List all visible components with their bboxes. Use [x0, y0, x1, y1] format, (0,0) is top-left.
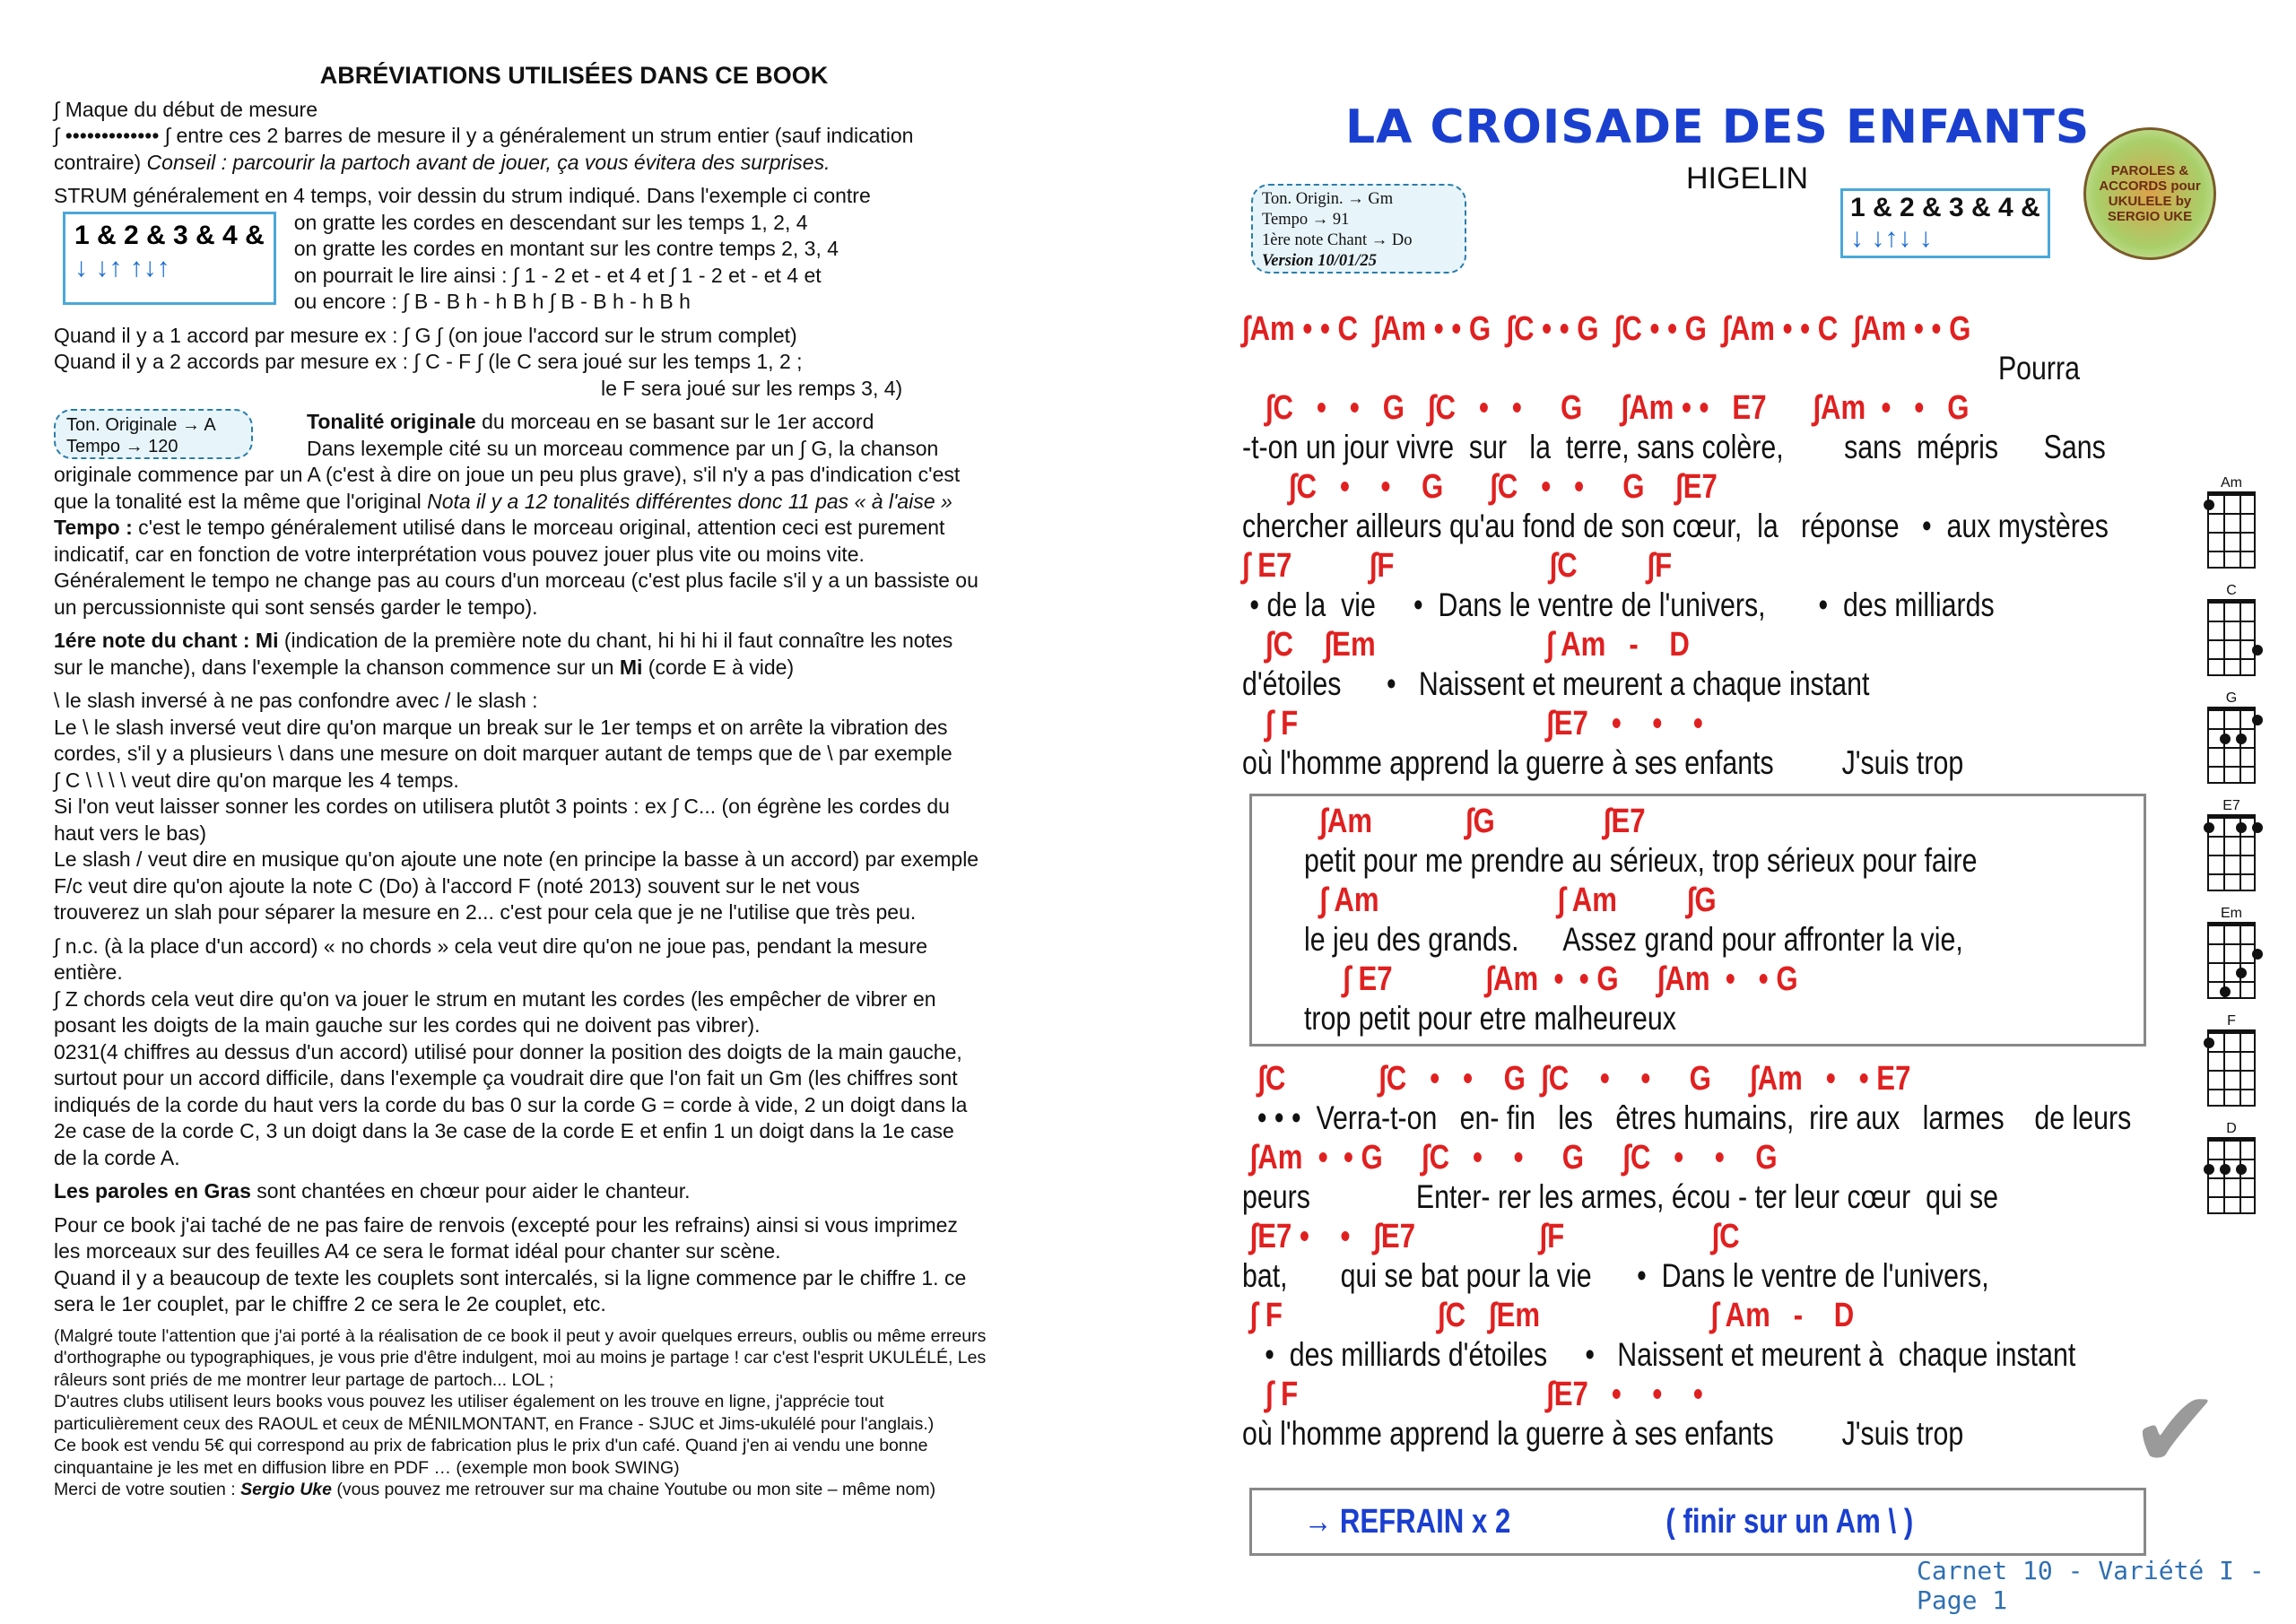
verse — [1242, 309, 2211, 783]
chord-line: ∫C ∫C • • G ∫C • • G ∫Am • • E7 — [1242, 1060, 1911, 1098]
chord-line: ∫E7 • • ∫E7 ∫F ∫C — [1242, 1218, 1740, 1255]
lyric-line: -t-on un jour vivre sur la terre, sans colère, sans mépris Sans — [1242, 429, 2106, 465]
refrain-instruction-box: → REFRAIN x 2 ( finir sur un Am \ ) — [1249, 1488, 2146, 1556]
abbreviations-page — [54, 63, 1085, 1508]
text-line: ou encore : ∫ B - B h - h B h ∫ B - B h - h B h — [293, 290, 691, 313]
bold-lyrics-section: Les paroles en Gras sont chantées en chœur pour aider le chanteur. — [54, 1179, 691, 1203]
lyric-line: d'étoiles • Naissent et meurent a chaque instant — [1242, 665, 1870, 702]
text-line: Quand il y a 1 accord par mesure ex : ∫ G ∫ (on joue l'accord sur le strum complet) — [54, 323, 797, 347]
verse — [1242, 1059, 2211, 1454]
chord-name: C — [2226, 583, 2237, 598]
chord-grid — [2207, 707, 2256, 784]
chord-line: ∫C • • G ∫C • • G ∫E7 — [1242, 468, 1718, 506]
chord-grid — [2207, 814, 2256, 891]
chord-diagram-am — [2195, 475, 2268, 569]
checkmark-icon: ✔ — [2130, 1370, 2221, 1490]
text-line: ∫ ••••••••••••• ∫ entre ces 2 barres de mesure il y a généralement un strum entier (sauf indication — [54, 124, 914, 147]
song-info-box: Ton. Origin. → Gm Tempo → 91 1ère note Chant → Do Version 10/01/25 — [1251, 184, 1466, 274]
tonality-section: Ton. Originale → A Tempo → 120 Tonalité originale du morceau en se basant sur le 1er accord Dans lexemple cité su un morceau commence par un ∫ G, la chanson originale commence par un A (c'est à dire on joue un peu plus grave), s'il n'y a pas d'indication c'est que la tonalité est la même que l'original Nota il y a 12 tonalités différentes donc 11 pas « à l'aise » Tempo : c'est le tempo généralement utilisé dans le morceau original, attention ceci est purement indicatif, car en fonction de votre interprétation vous pouvez jouer plus vite ou moins vite. Généralement le tempo ne change pas au cours d'un morceau (c'est plus facile s'il y a un bassiste ou un percussionniste qui sont sensés garder le tempo). — [54, 410, 978, 619]
song-artist: HIGELIN — [1686, 161, 1809, 195]
finger-dot — [2220, 986, 2231, 997]
finger-dot — [2252, 949, 2263, 960]
chord-diagram-d — [2195, 1121, 2268, 1214]
strum-diagram: 1 & 2 & 3 & 4 & ↓ ↓↑↓ ↓ — [1840, 188, 2050, 258]
chord-line: ∫ F ∫E7 • • • — [1242, 705, 1703, 743]
text-line: Quand il y a 2 accords par mesure ex : ∫ C - F ∫ (le C sera joué sur les temps 1, 2 ; — [54, 350, 803, 373]
lyric-line: le jeu des grands. Assez grand pour affronter la vie, — [1304, 921, 1963, 958]
lyric-line: • • • Verra-t-on en- fin les êtres humains, rire aux larmes de leurs — [1242, 1099, 2132, 1136]
chord-diagram-c — [2195, 583, 2268, 676]
nc-section: ∫ n.c. (à la place d'un accord) « no chords » cela veut dire qu'on ne joue pas, pendant la mesure entière. ∫ Z chords cela veut dire qu'on va jouer le strum en mutant les cordes (les empêcher de vibrer en posant les doigts de la main gauche sur les cordes qui ne doivent pas vibrer). 0231(4 chiffres au dessus d'un accord) utilisé pour donner la position des doigts de la main gauche, surtout pour un accord difficile, dans l'exemple ça voudrait dire que l'on fait un Gm (les chiffres sont indiqués de la corde du haut vers la corde du bas 0 sur la corde G = corde à vide, 2 un doigt dans la 2e case de la corde C, 3 un doigt dans la 3e case de la corde E et enfin 1 un doigt dans la 1e case de la corde A. — [54, 934, 968, 1169]
chord-line: ∫ E7 ∫F ∫C ∫F — [1242, 547, 1673, 585]
song-title: LA CROISADE DES ENFANTS — [1345, 100, 2091, 154]
strum-section — [54, 183, 1085, 316]
lyric-line: • de la vie • Dans le ventre de l'univers, • des milliards — [1242, 586, 1995, 623]
strum-arrows-icon: ↓ ↓↑↓ ↓ — [1850, 223, 1933, 253]
chord-diagram-e7 — [2195, 798, 2268, 891]
chord-diagram-em — [2195, 906, 2268, 999]
chord-name: E7 — [2222, 798, 2240, 813]
finger-dot — [2252, 645, 2263, 656]
lyric-line: bat, qui se bat pour la vie • Dans le ventre de l'univers, — [1242, 1257, 1989, 1294]
chord-line: ∫ E7 ∫Am • • G ∫Am • • G — [1304, 960, 1798, 998]
text-line: on gratte les cordes en montant sur les contre temps 2, 3, 4 — [293, 237, 839, 260]
lyric-line: où l'homme apprend la guerre à ses enfants J'suis trop — [1242, 1415, 1964, 1452]
finger-dot — [2236, 822, 2247, 833]
finger-dot — [2252, 715, 2263, 725]
chord-diagram-g — [2195, 690, 2268, 784]
refrain-box — [1249, 794, 2146, 1046]
finger-dot — [2204, 499, 2214, 510]
chord-grid — [2207, 599, 2256, 676]
finger-dot — [2236, 1164, 2247, 1175]
chord-line: ∫Am • • G ∫C • • G ∫C • • G — [1242, 1139, 1778, 1177]
chord-name: F — [2227, 1013, 2236, 1029]
text-line: ∫ Maque du début de mesure — [54, 97, 317, 121]
lyric-line: où l'homme apprend la guerre à ses enfants J'suis trop — [1242, 744, 1964, 781]
lyric-line: • des milliards d'étoiles • Naissent et meurent à chaque instant — [1242, 1336, 2076, 1373]
strum-arrows-icon: ↓ ↓↑ ↑↓↑ — [74, 252, 170, 282]
page-title: ABRÉVIATIONS UTILISÉES DANS CE BOOK — [319, 62, 829, 89]
page-footer: Carnet 10 - Variété I - Page 1 — [1917, 1556, 2265, 1615]
chord-grid — [2207, 922, 2256, 999]
chord-line: ∫C • • G ∫C • • G ∫Am • • E7 ∫Am • • G — [1242, 389, 1970, 427]
chord-diagram-f — [2195, 1013, 2268, 1107]
chord-line: ∫Am ∫G ∫E7 — [1304, 803, 1646, 840]
text-line: on pourrait le lire ainsi : ∫ 1 - 2 et - et 4 et ∫ 1 - 2 et - et 4 et — [293, 263, 822, 287]
chord-line: ∫ Am ∫ Am ∫G — [1304, 881, 1717, 919]
song-body — [1242, 309, 2211, 1556]
text-line: le F sera joué sur les remps 3, 4) — [601, 376, 903, 400]
chord-name: Em — [2221, 906, 2242, 921]
slash-section: \ le slash inversé à ne pas confondre avec / le slash : Le \ le slash inversé veut dire qu'on marque un break sur le 1er temps et on arrête la vibration des cordes, s'il y a plusieurs \ dans une mesure on doit marquer autant de temps que de \ par exemple ∫ C \ \ \ \ veut dire qu'on marque les 4 temps. Si l'on veut laisser sonner les cordes on utilisera plutôt 3 points : ex ∫ C... (on égrène les cordes du haut vers le bas) Le slash / veut dire en musique qu'on ajoute une note (en principe la basse à un accord) par exemple F/c veut dire qu'on ajoute la note C (Do) à l'accord F (noté 2013) souvent sur le net vous trouverez un slah pour séparer la mesure en 2... c'est pour cela que je ne l'utilise que très peu. — [54, 689, 979, 924]
finger-dot — [2220, 1164, 2231, 1175]
measure-section — [54, 97, 1085, 177]
song-page — [1242, 0, 2296, 1624]
finger-dot — [2236, 734, 2247, 744]
finger-dot — [2220, 734, 2231, 744]
chord-line: ∫ F ∫C ∫Em ∫ Am - D — [1242, 1297, 1855, 1334]
lyric-line: peurs Enter- rer les armes, écou - ter leur cœur qui se — [1242, 1178, 1999, 1215]
lyric-line: chercher ailleurs qu'au fond de son cœur, la réponse • aux mystères — [1242, 508, 2109, 544]
chord-line: ∫Am • • C ∫Am • • G ∫C • • G ∫C • • G ∫Am • • C ∫Am • • G — [1242, 310, 1971, 348]
text-line: on gratte les cordes en descendant sur les temps 1, 2, 4 — [293, 210, 808, 234]
lyric-line: Pourra — [1242, 350, 2081, 386]
chord-grid — [2207, 491, 2256, 569]
chord-line: ∫C ∫Em ∫ Am - D — [1242, 626, 1690, 664]
chord-name: G — [2225, 690, 2238, 706]
tonality-box: Ton. Originale → A Tempo → 120 — [54, 409, 253, 459]
ukulele-logo-icon: PAROLES & ACCORDS pour UKULELE by SERGIO UKE — [2083, 127, 2216, 260]
finger-dot — [2204, 1038, 2214, 1048]
first-note-section: 1ére note du chant : Mi (indication de la première note du chant, hi hi hi il faut connaître les notes sur le manche), dans l'exemple la chanson commence sur un Mi (corde E à vide) — [54, 629, 953, 679]
strum-diagram: 1 & 2 & 3 & 4 & ↓ ↓↑ ↑↓↑ — [63, 212, 276, 305]
disclaimer-section: (Malgré toute l'attention que j'ai porté à la réalisation de ce book il peut y avoir quelques erreurs, oublis ou même erreurs d'orthographe ou typographiques, je vous prie d'être indulgent, moi au moins je partage ! car c'est l'esprit UKULÉLÉ, Les râleurs sont priés de me montrer leur partage de partoch... LOL ; D'autres clubs utilisent leurs books vous pouvez les utiliser également on les trouve en ligne, j'apprécie tout particulièrement ceux des RAOUL et ceux de MÉNILMONTANT, en France - SJUC et Jims-ukulélé pour l'anglais.) Ce book est vendu 5€ qui correspond au prix de fabrication plus le prix d'un café. Quand j'en ai vendu une bonne cinquantaine je les met en diffusion libre en PDF … (exemple mon book SWING) Merci de votre soutien : Sergio Uke (vous pouvez me retrouver sur ma chaine Youtube ou mon site – même nom) — [54, 1325, 987, 1499]
chord-grid — [2207, 1137, 2256, 1214]
lyric-line: petit pour me prendre au sérieux, trop sérieux pour faire — [1304, 842, 1978, 879]
chord-line: ∫ F ∫E7 • • • — [1242, 1376, 1703, 1413]
text-line: contraire) Conseil : parcourir la partoch avant de jouer, ça vous évitera des surprises. — [54, 150, 831, 174]
chord-name: Am — [2221, 475, 2242, 491]
chord-diagrams — [2195, 475, 2268, 1229]
lyric-line: trop petit pour etre malheureux — [1304, 1000, 1676, 1037]
chords-per-measure-section — [54, 323, 1085, 403]
printing-section: Pour ce book j'ai taché de ne pas faire de renvois (excepté pour les refrains) ainsi si vous imprimez les morceaux sur des feuilles A4 ce sera le format idéal pour chanter sur scène. Quand il y a beaucoup de texte les couplets sont intercalés, si la ligne commence par le chiffre 1. ce sera le 1er couplet, par le chiffre 2 ce sera le 2e couplet, etc. — [54, 1212, 967, 1316]
finger-dot — [2204, 822, 2214, 833]
finger-dot — [2204, 1164, 2214, 1175]
finger-dot — [2252, 822, 2263, 833]
text-line: STRUM généralement en 4 temps, voir dessin du strum indiqué. Dans l'exemple ci contre — [54, 184, 871, 207]
finger-dot — [2236, 968, 2247, 978]
chord-name: D — [2226, 1121, 2237, 1136]
chord-grid — [2207, 1029, 2256, 1107]
